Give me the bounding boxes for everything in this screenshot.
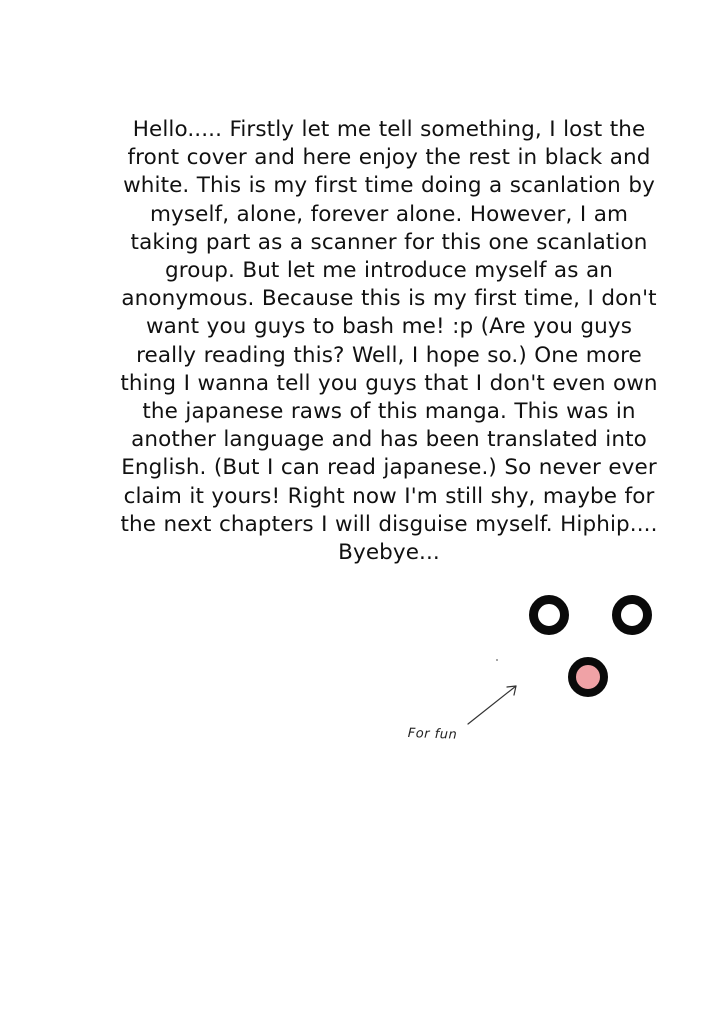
face-doodle [520,590,670,700]
right-eye-icon [612,595,652,635]
note-line: myself, alone, forever alone. However, I am [149,201,629,227]
nose-icon [568,657,608,697]
note-line: anonymous. Because this is my first time, I don't [121,286,657,312]
note-line: front cover and here enjoy the rest in black and [127,145,651,171]
for-fun-label: For fun [407,726,458,743]
left-eye-icon [529,595,569,635]
note-line: thing I wanna tell you guys that I don't even own [120,370,658,396]
note-line: the japanese raws of this manga. This was in [142,399,636,425]
arrow-icon [460,680,530,730]
note-line: another language and has been translated into [131,427,647,453]
note-line: white. This is my first time doing a scanlation by [123,173,655,199]
note-line: the next chapters I will disguise myself. Hiphip.... [120,511,658,537]
note-line: taking part as a scanner for this one scanlation [130,229,648,255]
note-line: really reading this? Well, I hope so.) One more [136,342,642,368]
note-line: Hello..... Firstly let me tell something, I lost the [132,117,646,142]
note-line: group. But let me introduce myself as an [165,258,613,284]
note-line: want you guys to bash me! :p (Are you guys [145,314,633,340]
note-line: claim it yours! Right now I'm still shy, maybe for [123,483,655,509]
note-line: English. (But I can read japanese.) So never ever [121,455,657,481]
note-text [92,116,686,567]
stray-dot [496,659,498,661]
note-line: Byebye... [338,540,440,566]
